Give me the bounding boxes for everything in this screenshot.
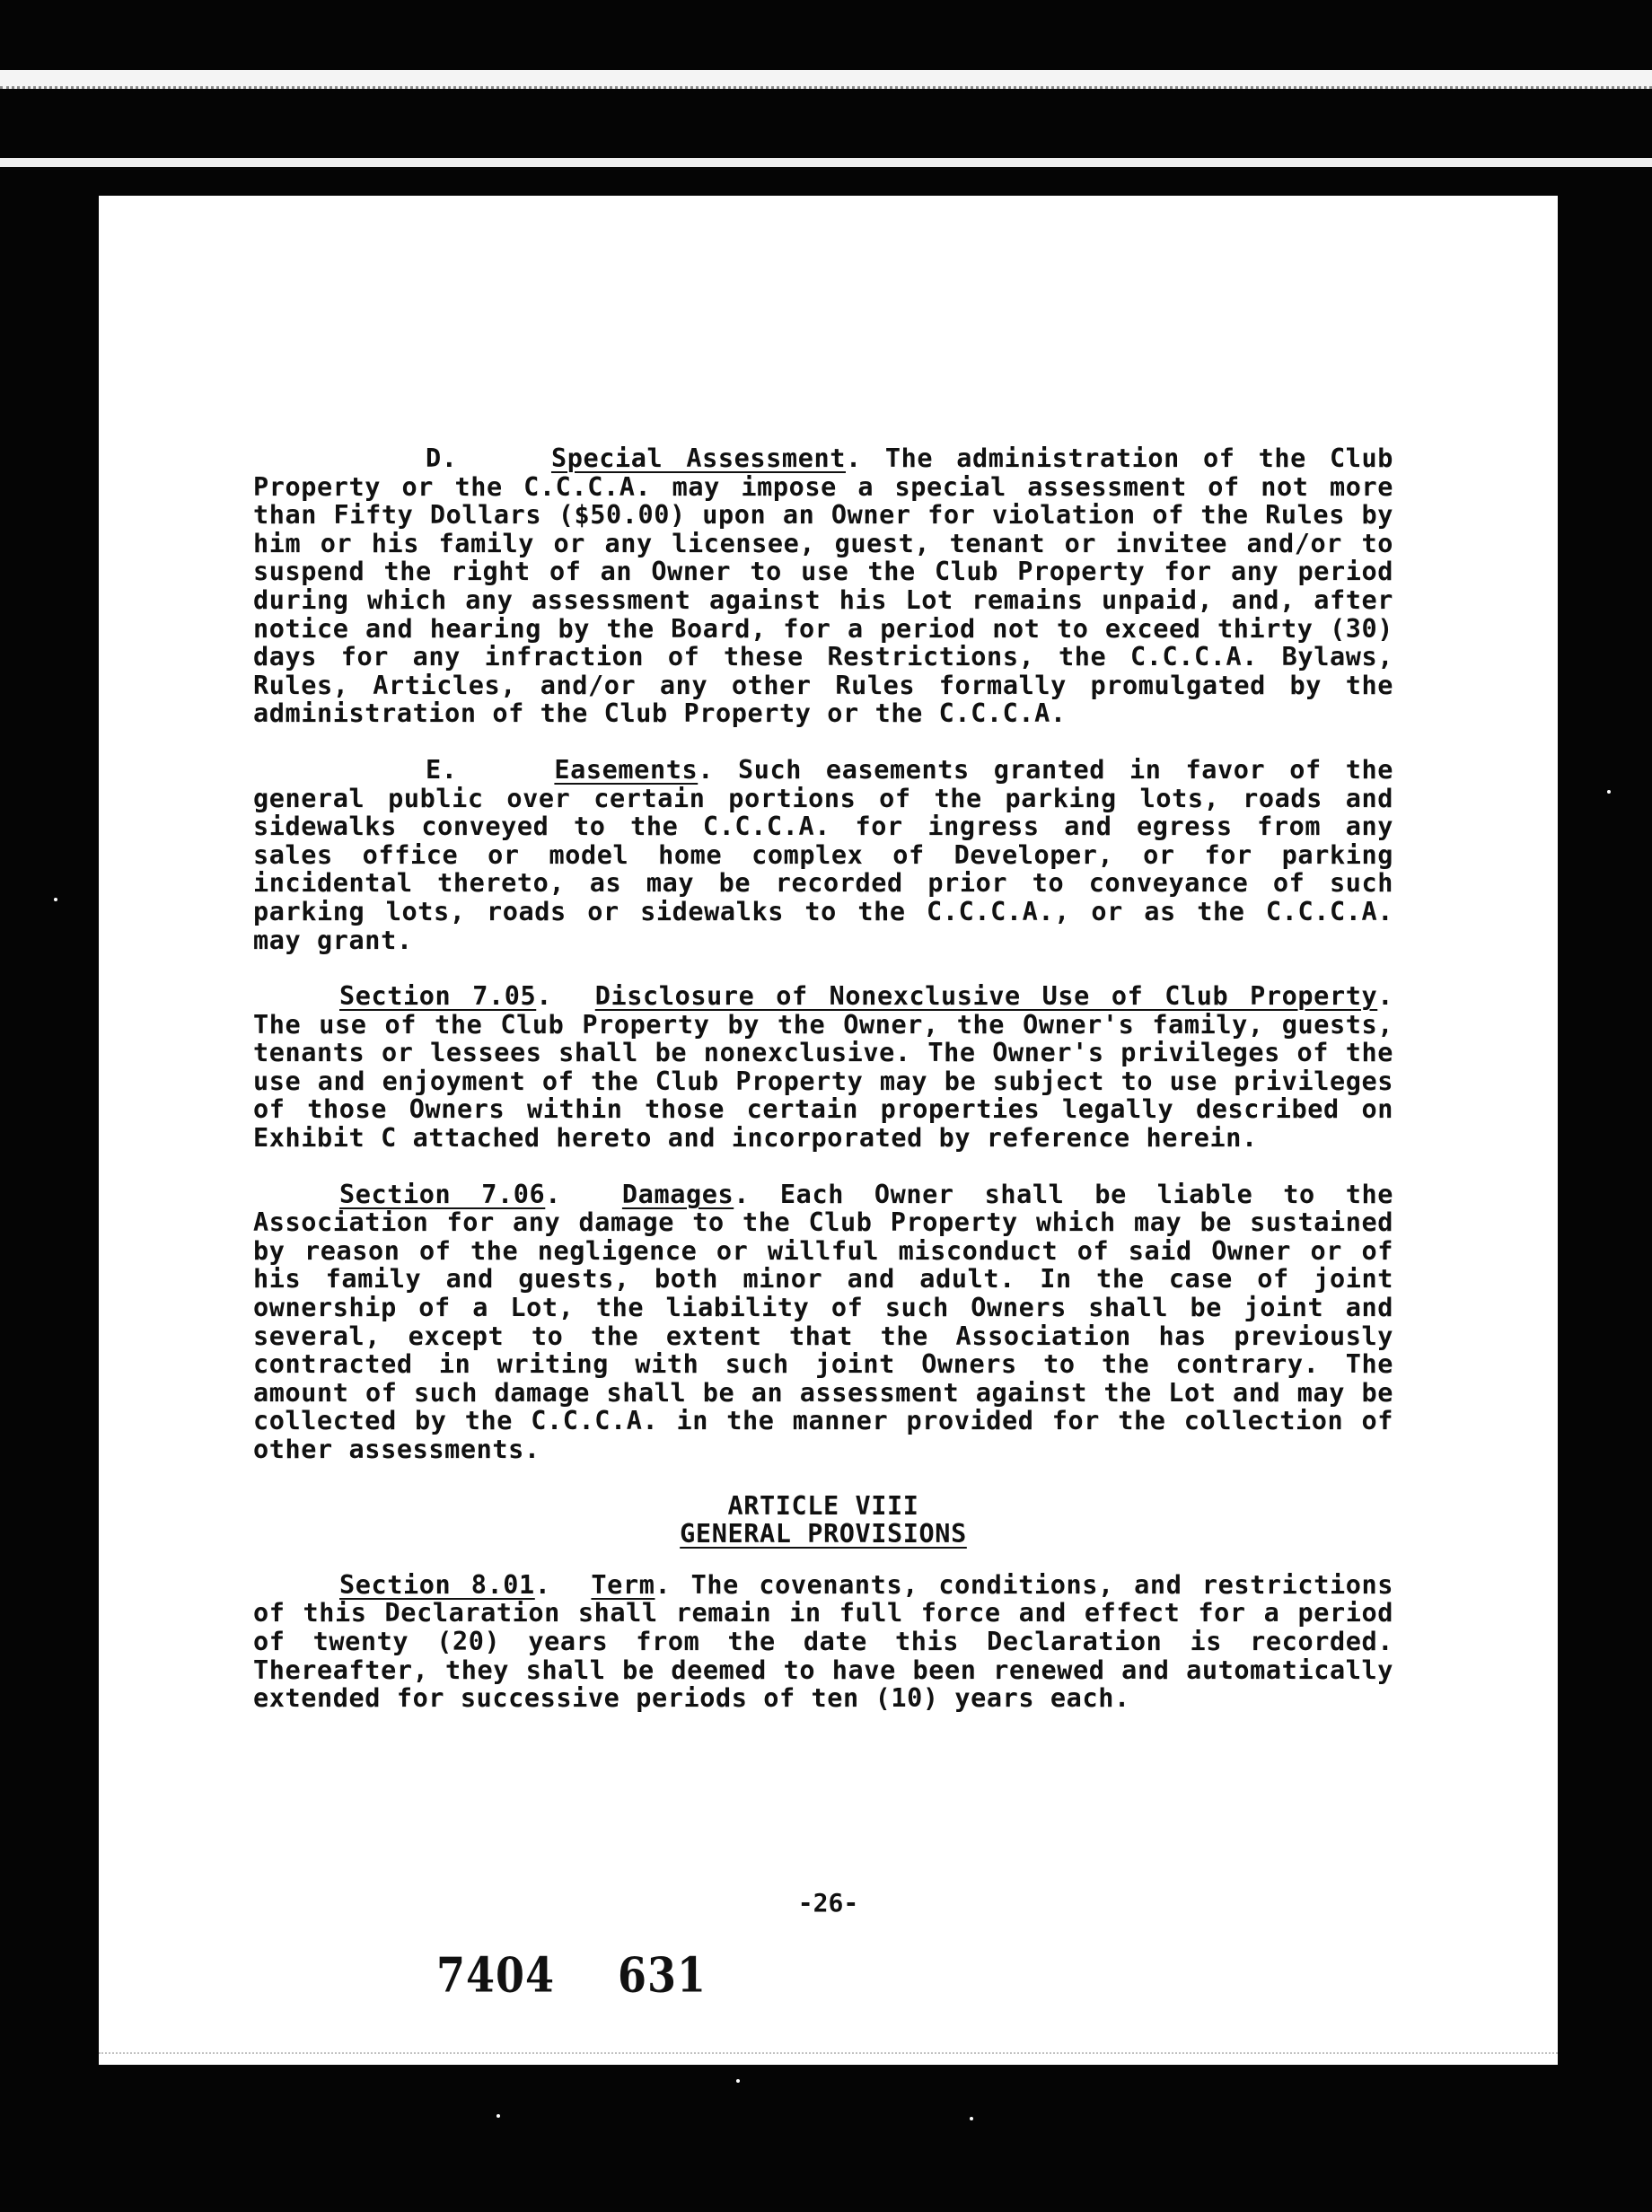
section-705-number: Section 7.05: [339, 981, 537, 1012]
section-d-title: Special Assessment: [550, 443, 846, 473]
page-number: -26-: [797, 1888, 859, 1918]
page-content: [253, 444, 1393, 1741]
scan-speck: [1607, 790, 1611, 794]
scan-page-edge: [99, 2052, 1558, 2065]
section-e-title: Easements: [554, 754, 699, 785]
section-706-number: Section 7.06: [339, 1179, 546, 1209]
section-801-title: Term: [591, 1569, 655, 1600]
section-d-body: . The administration of the Club Property or the C.C.C.A. may impose a special assessment of not more than Fifty Dollars ($50.00) upon an Owner for violation of the Rules by him or his family or any licensee, guest, tenant or invitee and/or to suspend the right of an Owner to use the Club Property for any period during which any assessment against his Lot remains unpaid, and, after notice and hearing by the Board, for a period not to exceed thirty (30) days for any infraction of these Restrictions, the C.C.C.A. Bylaws, Rules, Articles, and/or any other Rules formally promulgated by the administration of the Club Property or the C.C.C.A.: [253, 443, 1393, 729]
section-801-paragraph: Section 8.01. Term. The covenants, conditions, and restrictions of this Declaration shall remain in full force and effect for a period of twenty (20) years from the date this Declaration is recorded. Thereafter, they shall be deemed to have been renewed and automatically extended for successive periods of ten (10) years each.: [253, 1569, 1393, 1714]
section-705-title: Disclosure of Nonexclusive Use of Club Property: [594, 981, 1378, 1012]
section-801-body: . The covenants, conditions, and restrictions of this Declaration shall remain in full force and effect for a period of twenty (20) years from the date this Declaration is recorded. Thereafter, they shall be deemed to have been renewed and automatically extended for successive periods of ten (10) years each.: [253, 1569, 1393, 1714]
article-number: ARTICLE VIII: [727, 1490, 919, 1521]
scan-top-band: [0, 70, 1652, 89]
scan-speck: [736, 2079, 740, 2083]
scan-speck: [496, 2114, 500, 2118]
section-706-body: . Each Owner shall be liable to the Association for any damage to the Club Property which may be sustained by reason of the negligence or willful misconduct of said Owner or of his family and guests, both minor and adult. In the case of joint ownership of a Lot, the liability of such Owners shall be joint and several, except to the extent that the Association has previously contracted in writing with such joint Owners to the contrary. The amount of such damage shall be an assessment against the Lot and may be collected by the C.C.C.A. in the manner provided for the collection of other assessments.: [253, 1179, 1394, 1464]
section-706-paragraph: Section 7.06. Damages. Each Owner shall be liable to the Association for any damage to the Club Property which may be sustained by reason of the negligence or willful misconduct of said Owner or of his family and guests, both minor and adult. In the case of joint ownership of a Lot, the liability of such Owners shall be joint and several, except to the extent that the Association has previously contracted in writing with such joint Owners to the contrary. The amount of such damage shall be an assessment against the Lot and may be collected by the C.C.C.A. in the manner provided for the collection of other assessments.: [253, 1179, 1394, 1464]
section-706-title: Damages: [621, 1179, 734, 1209]
section-705-paragraph: Section 7.05. Disclosure of Nonexclusive Use of Club Property. The use of the Club Property by the Owner, the Owner's family, guests, tenants or lessees shall be nonexclusive. The Owner's privileges of the use and enjoyment of the Club Property may be subject to use privileges of those Owners within those certain properties legally described on Exhibit C attached hereto and incorporated by reference herein.: [253, 981, 1393, 1154]
section-801-number: Section 8.01: [339, 1569, 535, 1600]
scan-speck: [54, 898, 57, 901]
document-page: [99, 196, 1558, 2065]
section-d-paragraph: [253, 444, 1393, 728]
section-e-paragraph: [253, 756, 1393, 954]
scan-top-line: [0, 158, 1652, 167]
section-d-letter: D.: [426, 443, 458, 473]
book-number-stamp: 7404: [436, 1946, 556, 2004]
scan-speck: [970, 2117, 973, 2120]
page-number-stamp: 631: [618, 1946, 707, 2004]
article-heading: [253, 1492, 1393, 1549]
section-705-body: . The use of the Club Property by the Owner, the Owner's family, guests, tenants or lessees shall be nonexclusive. The Owner's privileges of the use and enjoyment of the Club Property may be subject to use privileges of those Owners within those certain properties legally described on Exhibit C attached hereto and incorporated by reference herein.: [253, 981, 1393, 1154]
section-e-letter: E.: [426, 754, 458, 785]
section-e-body: . Such easements granted in favor of the general public over certain portions of the parking lots, roads and sidewalks conveyed to the C.C.C.A. for ingress and egress from any sales office or model home complex of Developer, or for parking incidental thereto, as may be recorded prior to conveyance of such parking lots, roads or sidewalks to the C.C.C.A., or as the C.C.C.A. may grant.: [253, 754, 1393, 955]
article-title: GENERAL PROVISIONS: [680, 1519, 967, 1549]
